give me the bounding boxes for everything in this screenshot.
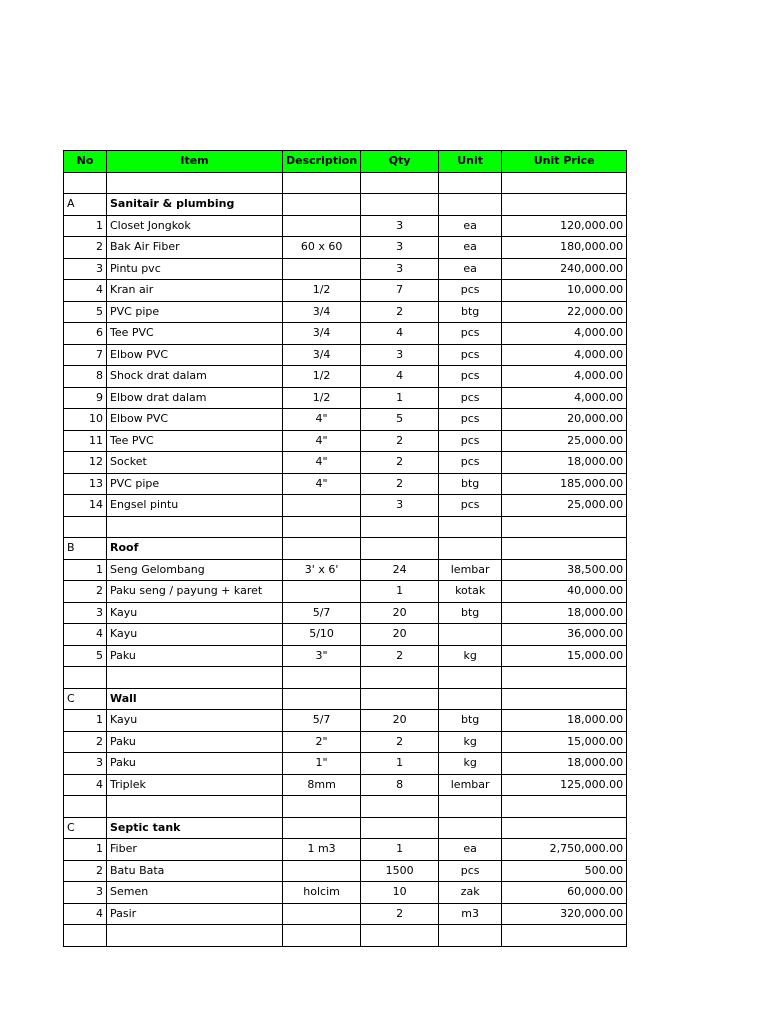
cell-no[interactable]: 2 (64, 860, 107, 882)
cell-unit-price[interactable]: 10,000.00 (502, 280, 627, 302)
cell-no[interactable] (64, 667, 107, 689)
cell-unit[interactable]: btg (439, 473, 502, 495)
cell-unit[interactable]: pcs (439, 323, 502, 345)
section-row (64, 194, 627, 216)
cell-item[interactable]: Pintu pvc (107, 258, 283, 280)
cell-description[interactable]: 3' x 6' (283, 559, 361, 581)
cell-unit-price[interactable]: 185,000.00 (502, 473, 627, 495)
cell-no[interactable]: 1 (64, 710, 107, 732)
cell-qty[interactable]: 1 (361, 387, 439, 409)
cell-qty[interactable]: 2 (361, 645, 439, 667)
cell-unit[interactable] (439, 688, 502, 710)
cell-item[interactable]: Paku (107, 645, 283, 667)
cell-description[interactable]: holcim (283, 882, 361, 904)
cell-unit[interactable]: pcs (439, 387, 502, 409)
cell-unit-price[interactable] (502, 172, 627, 194)
section-row (64, 817, 627, 839)
cell-no[interactable]: 4 (64, 903, 107, 925)
cell-unit-price[interactable] (502, 796, 627, 818)
table-row (64, 452, 627, 474)
cell-unit[interactable]: ea (439, 215, 502, 237)
cell-qty[interactable]: 2 (361, 301, 439, 323)
cell-no[interactable]: 5 (64, 301, 107, 323)
cell-unit-price[interactable] (502, 667, 627, 689)
cell-item[interactable]: Tee PVC (107, 323, 283, 345)
cell-unit[interactable]: pcs (439, 409, 502, 431)
table-row (64, 215, 627, 237)
cell-item[interactable]: Tee PVC (107, 430, 283, 452)
cell-description[interactable] (283, 495, 361, 517)
table-row (64, 581, 627, 603)
cell-qty[interactable] (361, 194, 439, 216)
cell-description[interactable] (283, 538, 361, 560)
cell-unit-price[interactable] (502, 194, 627, 216)
cell-qty[interactable]: 1500 (361, 860, 439, 882)
cell-item[interactable] (107, 516, 283, 538)
table-row (64, 344, 627, 366)
cell-qty[interactable]: 3 (361, 237, 439, 259)
cell-description[interactable]: 5/7 (283, 602, 361, 624)
table-body (64, 172, 627, 946)
cell-unit-price[interactable]: 125,000.00 (502, 774, 627, 796)
cell-no[interactable]: 14 (64, 495, 107, 517)
cell-unit-price[interactable]: 15,000.00 (502, 645, 627, 667)
cell-unit[interactable]: pcs (439, 452, 502, 474)
table-row (64, 280, 627, 302)
cell-item[interactable] (107, 796, 283, 818)
table-row (64, 409, 627, 431)
cell-description[interactable]: 60 x 60 (283, 237, 361, 259)
cell-unit[interactable]: pcs (439, 344, 502, 366)
cell-unit[interactable] (439, 624, 502, 646)
cell-qty[interactable]: 3 (361, 495, 439, 517)
cell-unit-price[interactable]: 4,000.00 (502, 366, 627, 388)
cell-no[interactable]: 1 (64, 215, 107, 237)
table-header (64, 151, 627, 173)
cell-unit[interactable]: ea (439, 237, 502, 259)
cell-item[interactable]: Engsel pintu (107, 495, 283, 517)
cell-unit[interactable]: m3 (439, 903, 502, 925)
cell-item[interactable]: Batu Bata (107, 860, 283, 882)
cell-unit-price[interactable]: 4,000.00 (502, 387, 627, 409)
table-row (64, 559, 627, 581)
cell-unit-price[interactable]: 25,000.00 (502, 495, 627, 517)
table-row (64, 495, 627, 517)
cell-description[interactable] (283, 516, 361, 538)
cell-unit-price[interactable]: 4,000.00 (502, 344, 627, 366)
cell-qty[interactable]: 7 (361, 280, 439, 302)
cell-unit-price[interactable] (502, 688, 627, 710)
table-row (64, 839, 627, 861)
cell-qty[interactable] (361, 172, 439, 194)
cell-unit-price[interactable]: 4,000.00 (502, 323, 627, 345)
cell-description[interactable] (283, 817, 361, 839)
cell-qty[interactable] (361, 796, 439, 818)
cell-description[interactable]: 1 m3 (283, 839, 361, 861)
cell-no[interactable]: 13 (64, 473, 107, 495)
cell-unit-price[interactable]: 20,000.00 (502, 409, 627, 431)
cell-qty[interactable]: 8 (361, 774, 439, 796)
cell-no[interactable]: 5 (64, 645, 107, 667)
table-row (64, 731, 627, 753)
cell-unit[interactable]: zak (439, 882, 502, 904)
cell-unit[interactable] (439, 194, 502, 216)
cell-no[interactable]: 3 (64, 882, 107, 904)
table-row (64, 602, 627, 624)
cell-unit-price[interactable]: 60,000.00 (502, 882, 627, 904)
cell-unit[interactable]: ea (439, 839, 502, 861)
cell-qty[interactable]: 2 (361, 731, 439, 753)
cell-unit[interactable]: btg (439, 301, 502, 323)
cell-description[interactable] (283, 258, 361, 280)
cell-unit[interactable]: pcs (439, 860, 502, 882)
cell-unit-price[interactable]: 18,000.00 (502, 710, 627, 732)
header-unit-price[interactable]: Unit Price (502, 151, 627, 173)
cell-description[interactable]: 1" (283, 753, 361, 775)
cell-description[interactable] (283, 796, 361, 818)
cell-unit[interactable]: lembar (439, 559, 502, 581)
cell-unit-price[interactable]: 500.00 (502, 860, 627, 882)
header-no[interactable]: No (64, 151, 107, 173)
table-row (64, 258, 627, 280)
cell-qty[interactable]: 1 (361, 839, 439, 861)
cell-qty[interactable]: 20 (361, 602, 439, 624)
cell-description[interactable]: 4" (283, 430, 361, 452)
cell-unit-price[interactable]: 320,000.00 (502, 903, 627, 925)
cell-item[interactable]: Kayu (107, 602, 283, 624)
cell-unit-price[interactable]: 2,750,000.00 (502, 839, 627, 861)
cell-no[interactable] (64, 172, 107, 194)
section-title[interactable]: Septic tank (107, 817, 283, 839)
cell-no[interactable] (64, 516, 107, 538)
cell-item[interactable]: Pasir (107, 903, 283, 925)
cell-no[interactable]: 10 (64, 409, 107, 431)
cell-qty[interactable]: 20 (361, 624, 439, 646)
cell-description[interactable] (283, 688, 361, 710)
section-row (64, 538, 627, 560)
cell-no[interactable]: 1 (64, 559, 107, 581)
table-row (64, 645, 627, 667)
cell-unit[interactable]: btg (439, 602, 502, 624)
cell-description[interactable]: 3/4 (283, 301, 361, 323)
table-row (64, 753, 627, 775)
cell-item[interactable]: Bak Air Fiber (107, 237, 283, 259)
cell-unit-price[interactable] (502, 817, 627, 839)
cell-unit[interactable] (439, 538, 502, 560)
cell-unit-price[interactable]: 120,000.00 (502, 215, 627, 237)
cell-unit-price[interactable]: 18,000.00 (502, 602, 627, 624)
cell-no[interactable]: 3 (64, 602, 107, 624)
cell-qty[interactable]: 4 (361, 323, 439, 345)
cell-unit-price[interactable] (502, 516, 627, 538)
section-title[interactable]: Wall (107, 688, 283, 710)
cell-item[interactable]: Seng Gelombang (107, 559, 283, 581)
cell-unit-price[interactable]: 180,000.00 (502, 237, 627, 259)
cell-description[interactable] (283, 903, 361, 925)
cell-unit[interactable]: pcs (439, 366, 502, 388)
cell-unit[interactable] (439, 796, 502, 818)
table-row (64, 882, 627, 904)
cell-unit[interactable]: lembar (439, 774, 502, 796)
section-code[interactable]: C (64, 817, 107, 839)
cell-item[interactable]: Kayu (107, 624, 283, 646)
cell-description[interactable] (283, 860, 361, 882)
cell-unit-price[interactable]: 240,000.00 (502, 258, 627, 280)
cell-description[interactable]: 3/4 (283, 323, 361, 345)
cell-unit-price[interactable] (502, 925, 627, 947)
table-row (64, 473, 627, 495)
table-row (64, 323, 627, 345)
header-row (64, 151, 627, 173)
cell-description[interactable] (283, 667, 361, 689)
cell-qty[interactable] (361, 667, 439, 689)
cell-unit[interactable] (439, 667, 502, 689)
cell-description[interactable]: 8mm (283, 774, 361, 796)
cell-no[interactable] (64, 796, 107, 818)
cell-description[interactable] (283, 215, 361, 237)
cell-qty[interactable]: 3 (361, 344, 439, 366)
cell-qty[interactable] (361, 516, 439, 538)
cell-qty[interactable]: 2 (361, 452, 439, 474)
cell-qty[interactable]: 4 (361, 366, 439, 388)
cell-qty[interactable]: 5 (361, 409, 439, 431)
cell-unit[interactable]: kg (439, 645, 502, 667)
section-code[interactable]: B (64, 538, 107, 560)
table-row (64, 624, 627, 646)
cell-unit-price[interactable]: 18,000.00 (502, 452, 627, 474)
cell-qty[interactable]: 3 (361, 258, 439, 280)
cell-item[interactable]: Fiber (107, 839, 283, 861)
cell-description[interactable]: 5/7 (283, 710, 361, 732)
table-row (64, 774, 627, 796)
cell-item[interactable]: Elbow drat dalam (107, 387, 283, 409)
blank-row (64, 516, 627, 538)
cell-qty[interactable]: 2 (361, 430, 439, 452)
cell-no[interactable]: 2 (64, 731, 107, 753)
section-title[interactable]: Sanitair & plumbing (107, 194, 283, 216)
cell-description[interactable]: 4" (283, 452, 361, 474)
table-row (64, 903, 627, 925)
cell-unit[interactable]: kotak (439, 581, 502, 603)
cell-item[interactable]: Paku seng / payung + karet (107, 581, 283, 603)
cell-description[interactable] (283, 194, 361, 216)
cell-no[interactable]: 4 (64, 280, 107, 302)
cell-no[interactable]: 9 (64, 387, 107, 409)
cell-qty[interactable]: 24 (361, 559, 439, 581)
blank-row (64, 796, 627, 818)
cell-unit[interactable]: kg (439, 731, 502, 753)
cell-item[interactable]: Semen (107, 882, 283, 904)
cell-no[interactable]: 1 (64, 839, 107, 861)
cell-item[interactable] (107, 172, 283, 194)
cell-unit-price[interactable]: 25,000.00 (502, 430, 627, 452)
cell-item[interactable]: Triplek (107, 774, 283, 796)
section-code[interactable]: A (64, 194, 107, 216)
cell-item[interactable]: Paku (107, 753, 283, 775)
cell-unit-price[interactable]: 36,000.00 (502, 624, 627, 646)
cell-item[interactable]: Kayu (107, 710, 283, 732)
cell-qty[interactable]: 1 (361, 753, 439, 775)
cell-unit-price[interactable] (502, 538, 627, 560)
cell-qty[interactable]: 1 (361, 581, 439, 603)
cell-qty[interactable]: 2 (361, 903, 439, 925)
cell-unit-price[interactable]: 38,500.00 (502, 559, 627, 581)
cell-no[interactable] (64, 925, 107, 947)
cell-no[interactable]: 4 (64, 624, 107, 646)
cell-unit[interactable] (439, 817, 502, 839)
cell-item[interactable]: Shock drat dalam (107, 366, 283, 388)
table-row (64, 301, 627, 323)
cell-no[interactable]: 2 (64, 237, 107, 259)
cell-no[interactable]: 3 (64, 258, 107, 280)
cell-description[interactable] (283, 925, 361, 947)
cell-no[interactable]: 7 (64, 344, 107, 366)
table-row (64, 710, 627, 732)
cell-no[interactable]: 2 (64, 581, 107, 603)
cell-qty[interactable]: 20 (361, 710, 439, 732)
cell-no[interactable]: 6 (64, 323, 107, 345)
header-unit[interactable]: Unit (439, 151, 502, 173)
cell-unit[interactable]: pcs (439, 495, 502, 517)
cell-description[interactable] (283, 172, 361, 194)
cell-unit-price[interactable]: 40,000.00 (502, 581, 627, 603)
cell-no[interactable]: 4 (64, 774, 107, 796)
cell-qty[interactable]: 10 (361, 882, 439, 904)
cell-item[interactable]: Kran air (107, 280, 283, 302)
cell-item[interactable]: Socket (107, 452, 283, 474)
cell-no[interactable]: 8 (64, 366, 107, 388)
blank-row (64, 172, 627, 194)
table-row (64, 860, 627, 882)
cell-unit[interactable]: btg (439, 710, 502, 732)
cell-item[interactable]: Elbow PVC (107, 409, 283, 431)
cell-description[interactable] (283, 581, 361, 603)
cell-qty[interactable] (361, 688, 439, 710)
cell-unit[interactable]: pcs (439, 280, 502, 302)
cell-no[interactable]: 11 (64, 430, 107, 452)
table-row (64, 430, 627, 452)
table-row (64, 237, 627, 259)
cell-unit-price[interactable]: 22,000.00 (502, 301, 627, 323)
cell-description[interactable]: 4" (283, 473, 361, 495)
header-item[interactable]: Item (107, 151, 283, 173)
cell-unit[interactable]: kg (439, 753, 502, 775)
cell-item[interactable]: Paku (107, 731, 283, 753)
cell-unit[interactable] (439, 172, 502, 194)
cell-item[interactable] (107, 667, 283, 689)
cell-unit[interactable] (439, 516, 502, 538)
cell-unit[interactable]: ea (439, 258, 502, 280)
cell-no[interactable]: 3 (64, 753, 107, 775)
cell-item[interactable]: Closet Jongkok (107, 215, 283, 237)
table-row (64, 387, 627, 409)
blank-row (64, 925, 627, 947)
cell-description[interactable]: 5/10 (283, 624, 361, 646)
cell-qty[interactable] (361, 817, 439, 839)
price-list-table (63, 150, 627, 947)
cell-description[interactable]: 3" (283, 645, 361, 667)
cell-description[interactable]: 1/2 (283, 387, 361, 409)
cell-unit-price[interactable]: 15,000.00 (502, 731, 627, 753)
header-description[interactable]: Description (283, 151, 361, 173)
cell-item[interactable] (107, 925, 283, 947)
cell-qty[interactable] (361, 538, 439, 560)
cell-item[interactable]: PVC pipe (107, 301, 283, 323)
cell-description[interactable]: 1/2 (283, 280, 361, 302)
cell-unit-price[interactable]: 18,000.00 (502, 753, 627, 775)
section-code[interactable]: C (64, 688, 107, 710)
cell-no[interactable]: 12 (64, 452, 107, 474)
cell-description[interactable]: 4" (283, 409, 361, 431)
cell-qty[interactable] (361, 925, 439, 947)
cell-item[interactable]: PVC pipe (107, 473, 283, 495)
section-title[interactable]: Roof (107, 538, 283, 560)
cell-description[interactable]: 1/2 (283, 366, 361, 388)
cell-unit[interactable] (439, 925, 502, 947)
blank-row (64, 667, 627, 689)
cell-qty[interactable]: 2 (361, 473, 439, 495)
section-row (64, 688, 627, 710)
cell-description[interactable]: 2" (283, 731, 361, 753)
header-qty[interactable]: Qty (361, 151, 439, 173)
table-row (64, 366, 627, 388)
cell-item[interactable]: Elbow PVC (107, 344, 283, 366)
cell-qty[interactable]: 3 (361, 215, 439, 237)
cell-unit[interactable]: pcs (439, 430, 502, 452)
cell-description[interactable]: 3/4 (283, 344, 361, 366)
